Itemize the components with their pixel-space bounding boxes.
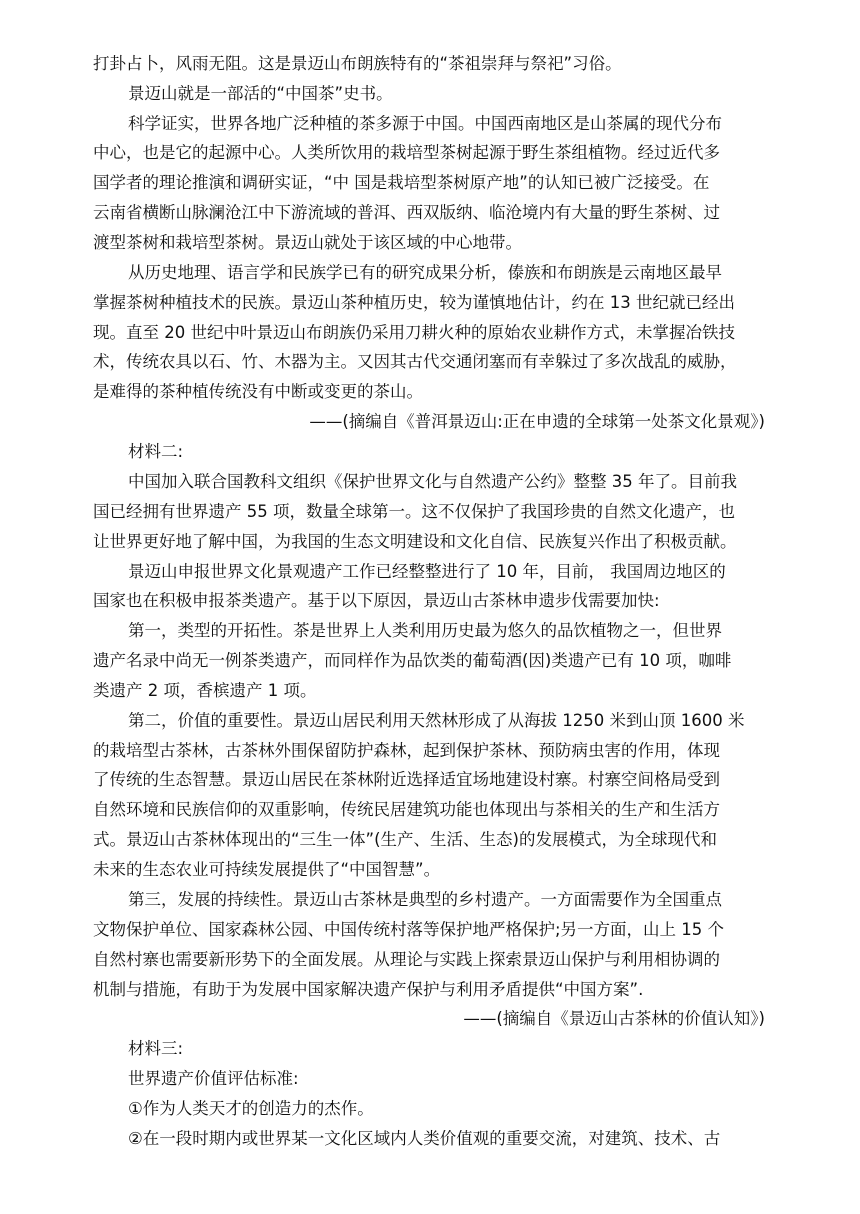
text-line: 现。直至 20 世纪中叶景迈山布朗族仍采用刀耕火种的原始农业耕作方式，未掌握冶铁技	[93, 323, 735, 342]
text-line: 类遗产 2 项，香槟遗产 1 项。	[93, 681, 317, 700]
text-line: 景迈山就是一部活的“中国茶”史书。	[128, 84, 393, 103]
text-line: 第三，发展的持续性。景迈山古茶林是典型的乡村遗产。一方面需要作为全国重点	[128, 890, 722, 909]
text-line: 科学证实，世界各地广泛种植的茶多源于中国。中国西南地区是山茶属的现代分布	[128, 114, 722, 133]
text-line: 术，传统农具以石、竹、木器为主。又因其古代交通闭塞而有幸躲过了多次战乱的威胁，	[93, 352, 737, 371]
text-line: 打卦占卜，风雨无阻。这是景迈山布朗族特有的“茶祖崇拜与祭祀”习俗。	[93, 54, 622, 73]
text-line: 世界遗产价值评估标准:	[128, 1069, 299, 1088]
source-citation: ——(摘编自《景迈山古茶林的价值认知》)	[463, 1009, 765, 1028]
text-line: 机制与措施，有助于为发展中国家解决遗产保护与利用矛盾提供“中国方案”.	[93, 980, 644, 999]
text-line: 国家也在积极申报茶类遗产。基于以下原因，景迈山古茶林申遗步伐需要加快:	[93, 591, 660, 610]
text-line: 第一，类型的开拓性。茶是世界上人类利用历史最为悠久的品饮植物之一，但世界	[128, 621, 722, 640]
text-line: 国学者的理论推演和调研实证，“中 国是栽培型茶树原产地”的认知已被广泛接受。在	[93, 173, 710, 192]
text-line: 让世界更好地了解中国，为我国的生态文明建设和文化自信、民族复兴作出了积极贡献。	[93, 532, 737, 551]
text-line: 了传统的生态智慧。景迈山居民在茶林附近选择适宜场地建设村寨。村寨空间格局受到	[93, 770, 720, 789]
list-item: ①作为人类天才的创造力的杰作。	[128, 1099, 374, 1118]
text-line: 文物保护单位、国家森林公园、中国传统村落等保护地严格保护;另一方面，山上 15 个	[93, 920, 725, 939]
text-line: 云南省横断山脉澜沧江中下游流域的普洱、西双版纳、临沧境内有大量的野生茶树、过	[93, 203, 720, 222]
text-line: 未来的生态农业可持续发展提供了“中国智慧”。	[93, 860, 441, 879]
text-line: 国已经拥有世界遗产 55 项，数量全球第一。这不仅保护了我国珍贵的自然文化遗产，也	[93, 502, 735, 521]
text-line: 自然村寨也需要新形势下的全面发展。从理论与实践上探索景迈山保护与利用相协调的	[93, 950, 720, 969]
text-line: 从历史地理、语言学和民族学已有的研究成果分析，傣族和布朗族是云南地区最早	[128, 263, 722, 282]
section-heading: 材料三:	[128, 1039, 184, 1058]
text-line: 是难得的茶种植传统没有中断或变更的茶山。	[93, 382, 423, 401]
text-line: 式。景迈山古茶林体现出的“三生一体”(生产、生活、生态)的发展模式，为全球现代和	[93, 830, 717, 849]
list-item: ②在一段时期内或世界某一文化区域内人类价值观的重要交流，对建筑、技术、古	[128, 1129, 721, 1148]
source-citation: ——(摘编自《普洱景迈山:正在申遗的全球第一处茶文化景观》)	[309, 412, 765, 431]
text-line: 掌握茶树种植技术的民族。景迈山茶种植历史，较为谨慎地估计，约在 13 世纪就已经出	[93, 293, 735, 312]
text-line: 渡型茶树和栽培型茶树。景迈山就处于该区域的中心地带。	[93, 233, 522, 252]
text-line: 的栽培型古茶林，古茶林外围保留防护森林，起到保护茶林、预防病虫害的作用，体现	[93, 741, 720, 760]
text-line: 第二，价值的重要性。景迈山居民利用天然林形成了从海拔 1250 米到山顶 1600 米	[128, 711, 745, 730]
text-line: 自然环境和民族信仰的双重影响，传统民居建筑功能也体现出与茶相关的生产和生活方	[93, 800, 720, 819]
text-line: 中心，也是它的起源中心。人类所饮用的栽培型茶树起源于野生茶组植物。经过近代多	[93, 143, 720, 162]
text-line: 中国加入联合国教科文组织《保护世界文化与自然遗产公约》整整 35 年了。目前我	[128, 472, 737, 491]
text-line: 景迈山申报世界文化景观遗产工作已经整整进行了 10 年，目前， 我国周边地区的	[128, 562, 726, 581]
section-heading: 材料二:	[128, 442, 184, 461]
text-line: 遗产名录中尚无一例茶类遗产，而同样作为品饮类的葡萄酒(因)类遗产已有 10 项，咖啡	[93, 651, 732, 670]
